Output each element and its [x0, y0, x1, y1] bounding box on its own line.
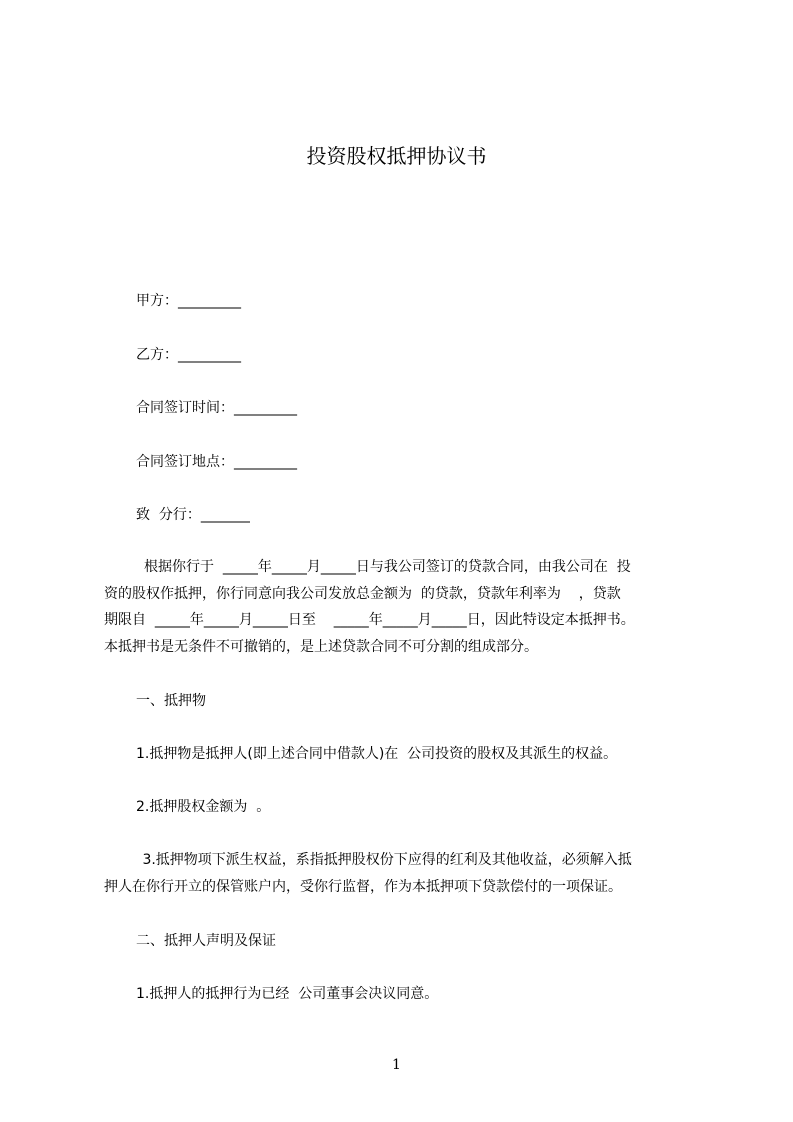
document-title: 投资股权抵押协议书	[306, 144, 487, 168]
page-number: 1	[392, 1057, 401, 1073]
body-paragraph-line-4: 本抵押书是无条件不可撤销的，是上述贷款合同不可分割的组成部分。	[104, 639, 538, 655]
body-paragraph-line-1: 根据你行于 _____年_____月_____日与我公司签订的贷款合同，由我公司在 投	[144, 559, 631, 575]
section-1-heading: 一、抵押物	[136, 693, 206, 709]
section-2-heading: 二、抵押人声明及保证	[136, 933, 276, 949]
clause-2-1: 1.抵押人的抵押行为已经 公司董事会决议同意。	[136, 986, 439, 1002]
to-branch-line: 致 分行：_______	[136, 507, 250, 523]
body-paragraph-line-2: 资的股权作抵押，你行同意向我公司发放总金额为 的贷款，贷款年利率为 ，贷款	[104, 586, 621, 602]
party-a-line: 甲方：_________	[136, 293, 241, 309]
sign-time-line: 合同签订时间：_________	[136, 400, 297, 416]
body-paragraph-line-3: 期限自 _____年_____月_____日至 _____年_____月_____日，因此特设定本抵押书。	[104, 612, 635, 628]
clause-1-1: 1.抵押物是抵押人(即上述合同中借款人)在 公司投资的股权及其派生的权益。	[136, 746, 618, 762]
party-b-line: 乙方：_________	[136, 347, 241, 363]
clause-1-2: 2.抵押股权金额为 。	[136, 799, 271, 815]
sign-place-line: 合同签订地点：_________	[136, 454, 297, 470]
clause-1-3-line-1: 3.抵押物项下派生权益，系指抵押股权份下应得的红利及其他收益，必须解入抵	[138, 852, 632, 868]
clause-1-3-line-2: 押人在你行开立的保管账户内，受你行监督，作为本抵押项下贷款偿付的一项保证。	[104, 879, 622, 895]
